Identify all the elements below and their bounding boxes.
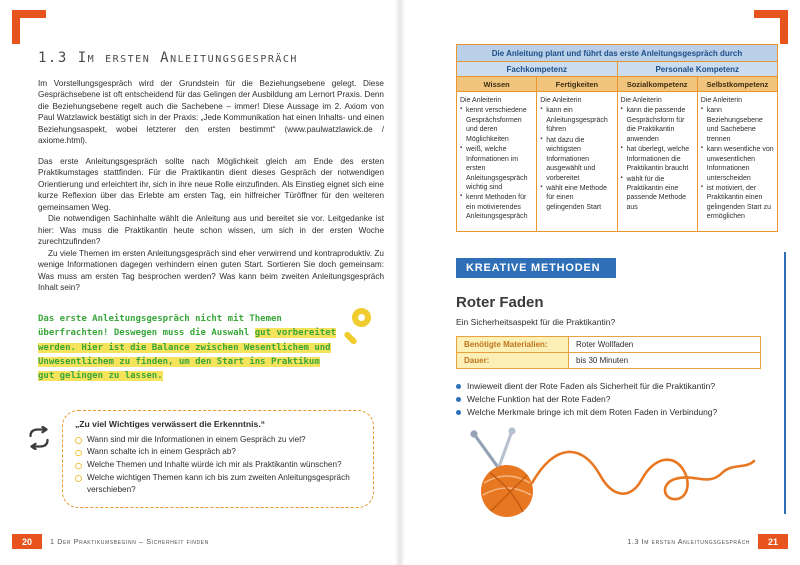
cell-item: ▪ kann ein Anleitungsgespräch führen — [540, 106, 613, 134]
footer-left — [12, 534, 209, 549]
note-text-highlighted: gut vorbereitet werden. Hier ist die Balance zwischen Wesentlichem und Unwesentlichem zu finden, um den Start ins Praktikum gut gelingen zu lassen. — [38, 328, 337, 382]
info-label-materials: Benötigte Materialien: — [457, 336, 569, 352]
method-title: Roter Faden — [456, 293, 544, 311]
cell-item: ▪ weiß, welche Informationen im ersten Anleitungsgespräch wichtig sind — [460, 145, 533, 192]
cell-list — [701, 106, 774, 221]
paragraph-4: Zu viele Themen im ersten Anleitungsgespräch sind eher verwirrend und kontraproduktiv. Zu wenige Informationen dagegen verhindern einen guten Start. Sortieren Sie doch gemeinsam: Was muss am ersten Tag besprochen werden? Was kann beim zweiten Anleitungsgespräch Inhalt sein? — [38, 248, 384, 293]
body-text — [38, 78, 384, 294]
cell-item: ▪ kennt Methoden für ein motivierendes Anleitungsgespräch — [460, 193, 533, 221]
paragraph-1: Im Vorstellungsgespräch wird der Grundstein für die Beziehungsebene gelegt. Diese Gesprächsebene ist oft entscheidend für das Gelingen der Ausbildung am Lernort Praxis. Denn die Beziehungsebene regelt auch die Sachebene – immer! Diese Aussage im 2. Axiom von Paul Watzlawick bestätigt sich in der Praxis: „Jede Kommunikation hat einen Inhalts- und einen Beziehungsaspekt, wobei letzterer den ersten bestimmt“ (www.paulwatzlawick.de / axiome.html). — [38, 79, 384, 146]
cell-intro: Die Anleiterin — [700, 97, 742, 104]
cell-intro: Die Anleiterin — [540, 97, 582, 104]
reflection-question: Wann sind mir die Informationen in einem Gespräch zu viel? — [75, 434, 361, 447]
running-title-left: 1 Der Praktikumsbeginn – Sicherheit finden — [50, 537, 209, 546]
yarn-ball — [481, 465, 533, 517]
page-right — [400, 0, 800, 565]
reflection-question-list — [75, 434, 361, 498]
cell-item: ▪ hat dazu die wichtigsten Informationen ausgewählt und vorbereitet — [540, 136, 613, 183]
cell-item: ▪ kann wesentliche von unwesentlichen Informationen unterscheiden — [701, 145, 774, 183]
table-cell-wissen — [457, 92, 537, 232]
method-subtitle: Ein Sicherheitsaspekt für die Praktikantin? — [456, 316, 616, 327]
method-question: Inwieweit dient der Rote Faden als Sicherheit für die Praktikantin? — [456, 380, 778, 393]
table-cell-fertigkeiten — [537, 92, 617, 232]
left-page-content — [38, 50, 384, 508]
magnifier-handle — [343, 330, 358, 345]
reflection-question: Welche wichtigen Themen kann ich bis zum zweiten Anleitungsgespräch verschieben? — [75, 472, 361, 497]
info-label-duration: Dauer: — [457, 352, 569, 368]
magnifier-icon — [346, 308, 380, 342]
recycle-icon — [26, 426, 52, 450]
cell-item: ▪ wählt eine Methode für einen gelingenden Start — [540, 184, 613, 212]
note-text-plain: Das erste Anleitungsgespräch nicht mit Themen überfrachten! Deswegen muss die Auswahl — [38, 313, 282, 339]
paragraph-2: Das erste Anleitungsgespräch sollte nach Möglichkeit gleich am Ende des ersten Praktikumstages stattfinden. Für die Praktikantin dient dieses Gespräch der notwendigen Orientierung und erleichtert ihr, sich in ihre neue Rolle einzufinden. Als Einstieg eignet sich eine kurze Reflexion über das Erlebte am ersten Tag, ein hilfreicher Türöffner für den weiteren gemeinsamen Weg. — [38, 156, 384, 212]
method-question-list — [456, 380, 778, 420]
reflection-question: Welche Themen und Inhalte würde ich mir als Praktikantin wünschen? — [75, 459, 361, 472]
yarn-ball-illustration — [460, 427, 770, 532]
yarn-thread — [532, 452, 754, 499]
reflection-title: „Zu viel Wichtiges verwässert die Erkenntnis.“ — [75, 418, 266, 429]
cell-list — [621, 106, 694, 212]
needle-knob — [508, 428, 515, 435]
table-column-header: Wissen — [457, 77, 537, 92]
section-rule — [784, 252, 787, 514]
table-group-header: Personale Kompetenz — [617, 62, 778, 77]
table-group-header: Fachkompetenz — [457, 62, 618, 77]
reflection-box — [62, 410, 374, 509]
cell-intro: Die Anleiterin — [620, 97, 662, 104]
chapter-heading: 1.3 Im ersten Anleitungsgespräch — [38, 50, 298, 66]
needle-knob — [470, 431, 477, 438]
cell-intro: Die Anleiterin — [460, 97, 502, 104]
table-cell-selbstkompetenz — [697, 92, 777, 232]
table-title: Die Anleitung plant und führt das erste Anleitungsgespräch durch — [457, 45, 778, 62]
corner-mark-top-left — [12, 10, 46, 44]
cell-item: ▪ ist motiviert, der Praktikantin einen gelingenden Start zu ermöglichen — [701, 184, 774, 222]
key-note — [38, 312, 340, 384]
cell-item: ▪ hat überlegt, welche Informationen die Praktikantin braucht — [621, 145, 694, 173]
table-column-header: Fertigkeiten — [537, 77, 617, 92]
cell-list — [460, 106, 533, 221]
cell-item: ▪ wählt für die Praktikantin eine passende Methode aus — [621, 175, 694, 213]
table-column-header: Sozialkompetenz — [617, 77, 697, 92]
info-value-materials: Roter Wollfaden — [569, 336, 761, 352]
method-info-table — [456, 336, 761, 369]
page-number-right: 21 — [758, 534, 788, 549]
reflection-section — [38, 410, 384, 509]
reflection-question: Wann schalte ich in einem Gespräch ab? — [75, 446, 361, 459]
magnifier-lens — [352, 308, 371, 327]
table-cell-sozialkompetenz — [617, 92, 697, 232]
paragraph-3: Die notwendigen Sachinhalte wählt die Anleitung aus und bereitet sie vor. Leitgedanke ist hier: Was muss die Praktikantin heute schon wissen, um sich in der ersten Woche zurechtzufinden? — [38, 214, 384, 247]
page-number-left: 20 — [12, 534, 42, 549]
table-column-header: Selbstkompetenz — [697, 77, 777, 92]
corner-mark-top-right — [754, 10, 788, 44]
info-value-duration: bis 30 Minuten — [569, 352, 761, 368]
section-label-kreative-methoden: KREATIVE METHODEN — [456, 258, 616, 278]
right-page-content — [456, 44, 778, 537]
cell-list — [540, 106, 613, 212]
method-question: Welche Merkmale bringe ich mit dem Roten Faden in Verbindung? — [456, 406, 778, 419]
cell-item: ▪ kann die passende Gesprächsform für die Praktikantin anwenden — [621, 106, 694, 144]
cell-item: ▪ kann Beziehungsebene und Sachebene trennen — [701, 106, 774, 144]
cell-item: ▪ kennt verschiedene Gesprächsformen und deren Möglichkeiten — [460, 106, 533, 144]
running-title-right: 1.3 Im ersten Anleitungsgespräch — [627, 537, 750, 546]
footer-right — [627, 534, 788, 549]
method-question: Welche Funktion hat der Rote Faden? — [456, 393, 778, 406]
competence-table — [456, 44, 778, 232]
